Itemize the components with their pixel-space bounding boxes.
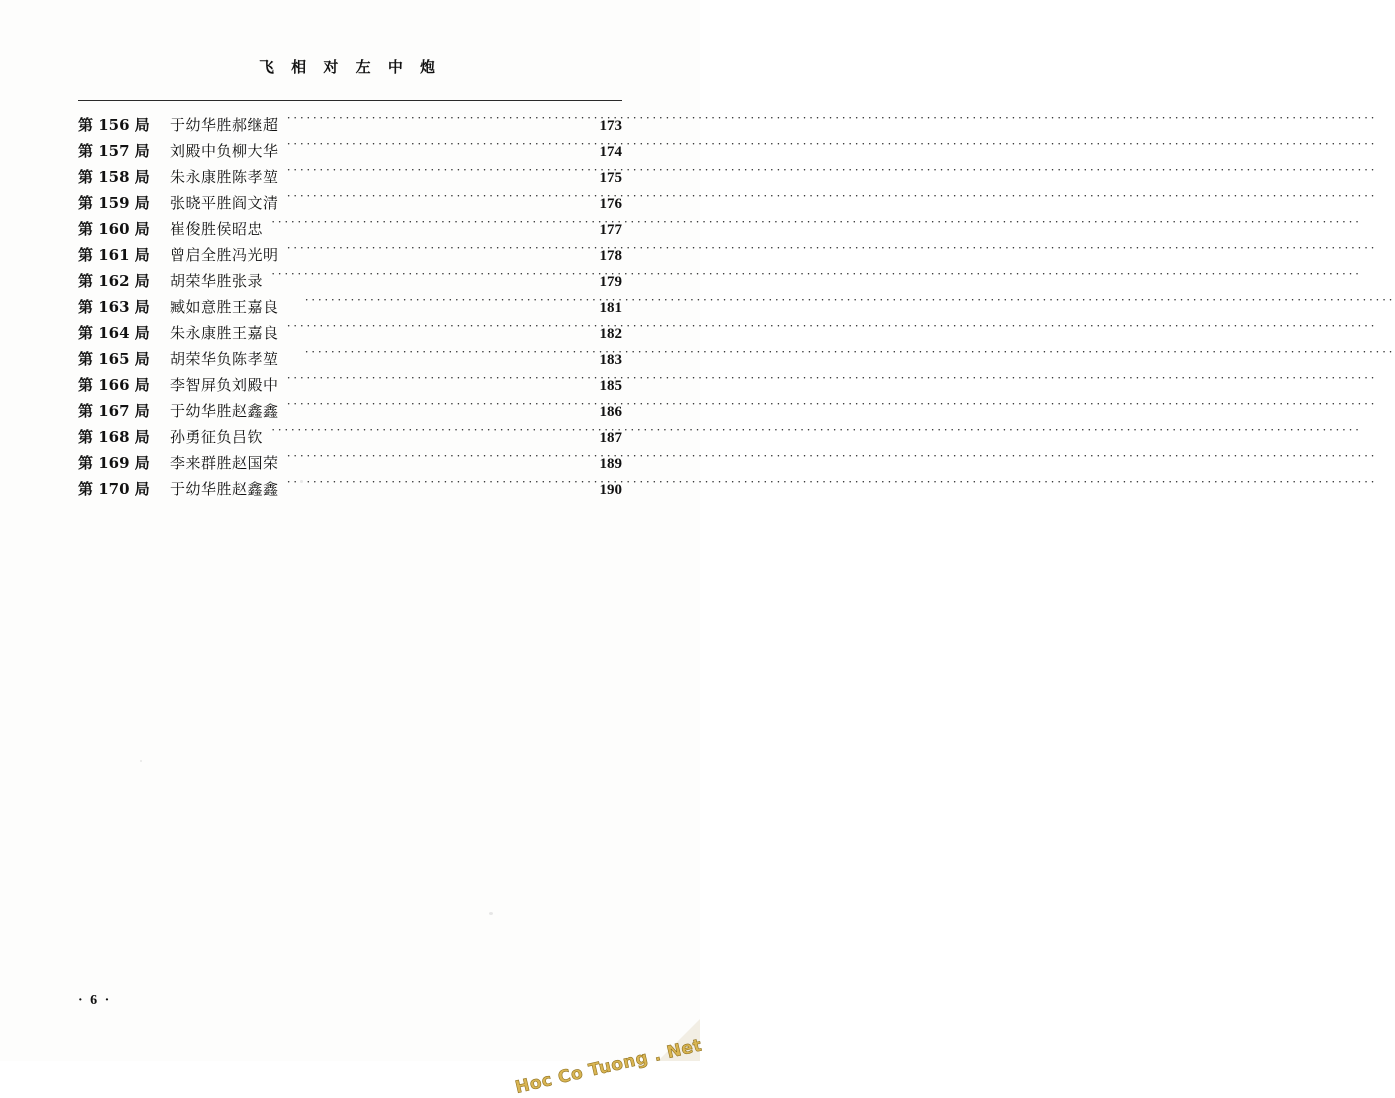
toc-entry-title: 李智屏负刘殿中: [170, 376, 279, 394]
toc-entry-page: 178: [599, 248, 622, 264]
toc-entry-number: 第 163 局: [78, 298, 150, 316]
toc-entry-page: 177: [599, 222, 622, 238]
running-head: [0, 56, 700, 77]
toc-leader-dots: [287, 168, 584, 182]
toc-entry-page: 176: [599, 196, 622, 212]
scan-speck: [489, 912, 493, 915]
toc-entry-page: 189: [599, 456, 622, 472]
toc-entry-number: 第 158 局: [78, 168, 150, 186]
toc-entry-title: 胡荣华胜张录: [170, 272, 264, 290]
toc-entry-title: 胡荣华负陈孝堃: [170, 350, 279, 368]
toc-leader-dots: [287, 454, 584, 468]
toc-entry-title: 张晓平胜阎文清: [170, 194, 279, 212]
toc-entry-number: 第 156 局: [78, 116, 150, 134]
toc-entry-page: 186: [599, 404, 622, 420]
toc-entry-number: 第 164 局: [78, 324, 150, 342]
toc-leader-dots: [287, 376, 584, 390]
toc-entry-number: 第 169 局: [78, 454, 150, 472]
toc-leader-dots: [287, 194, 584, 208]
toc-entry-title: 曾启全胜冯光明: [170, 246, 279, 264]
toc-entry-page: 187: [599, 430, 622, 446]
toc-entry-title: 于幼华胜赵鑫鑫: [170, 480, 279, 498]
toc-entry-page: 173: [599, 118, 622, 134]
toc-entry-title: 朱永康胜陈孝堃: [170, 168, 279, 186]
toc-entry-title: 刘殿中负柳大华: [170, 142, 279, 160]
toc-entry[interactable]: [78, 478, 622, 504]
toc-entry-page: 185: [599, 378, 622, 394]
toc-entry-title: 于幼华胜赵鑫鑫: [170, 402, 279, 420]
watermark-text: Hoc Co Tuong . Net: [513, 1035, 704, 1098]
toc-entry-number: 第 166 局: [78, 376, 150, 394]
toc-entry-number: 第 157 局: [78, 142, 150, 160]
toc-entry-number: 第 167 局: [78, 402, 150, 420]
running-head-title: 飞 相 对 左 中 炮: [258, 58, 442, 76]
toc-entry-number: 第 162 局: [78, 272, 150, 290]
toc-entry-page: 175: [599, 170, 622, 186]
toc-entry-title: 崔俊胜侯昭忠: [170, 220, 264, 238]
page-number: · 6 ·: [78, 993, 112, 1008]
toc-leader-dots: [287, 142, 584, 156]
toc-entry-page: 182: [599, 326, 622, 342]
watermark: [513, 995, 704, 1098]
toc-entry-number: 第 170 局: [78, 480, 150, 498]
toc-entry-title: 臧如意胜王嘉良: [170, 298, 279, 316]
toc-entry-title: 李来群胜赵国荣: [170, 454, 279, 472]
toc-leader-dots: [271, 220, 584, 234]
toc-leader-dots: [305, 298, 584, 312]
toc-leader-dots: [271, 428, 584, 442]
scan-speck: [140, 760, 142, 762]
toc-entry-title: 朱永康胜王嘉良: [170, 324, 279, 342]
toc-entry-page: 190: [599, 482, 622, 498]
toc-entry-page: 183: [599, 352, 622, 368]
table-of-contents: [78, 114, 622, 504]
toc-leader-dots: [287, 116, 584, 130]
toc-entry-number: 第 160 局: [78, 220, 150, 238]
toc-entry-number: 第 159 局: [78, 194, 150, 212]
toc-leader-dots: [305, 350, 584, 364]
header-rule: [78, 100, 622, 101]
toc-leader-dots: [287, 246, 584, 260]
toc-entry-title: 孙勇征负吕钦: [170, 428, 264, 446]
toc-leader-dots: [287, 480, 584, 494]
toc-leader-dots: [287, 324, 584, 338]
toc-leader-dots: [271, 272, 584, 286]
toc-entry-number: 第 165 局: [78, 350, 150, 368]
toc-leader-dots: [287, 402, 584, 416]
toc-entry-page: 179: [599, 274, 622, 290]
toc-entry-number: 第 161 局: [78, 246, 150, 264]
scan-speck: [300, 480, 303, 483]
toc-entry-number: 第 168 局: [78, 428, 150, 446]
toc-entry-page: 181: [599, 300, 622, 316]
toc-entry-page: 174: [599, 144, 622, 160]
toc-entry-title: 于幼华胜郝继超: [170, 116, 279, 134]
watermark-corner: [658, 1019, 700, 1061]
